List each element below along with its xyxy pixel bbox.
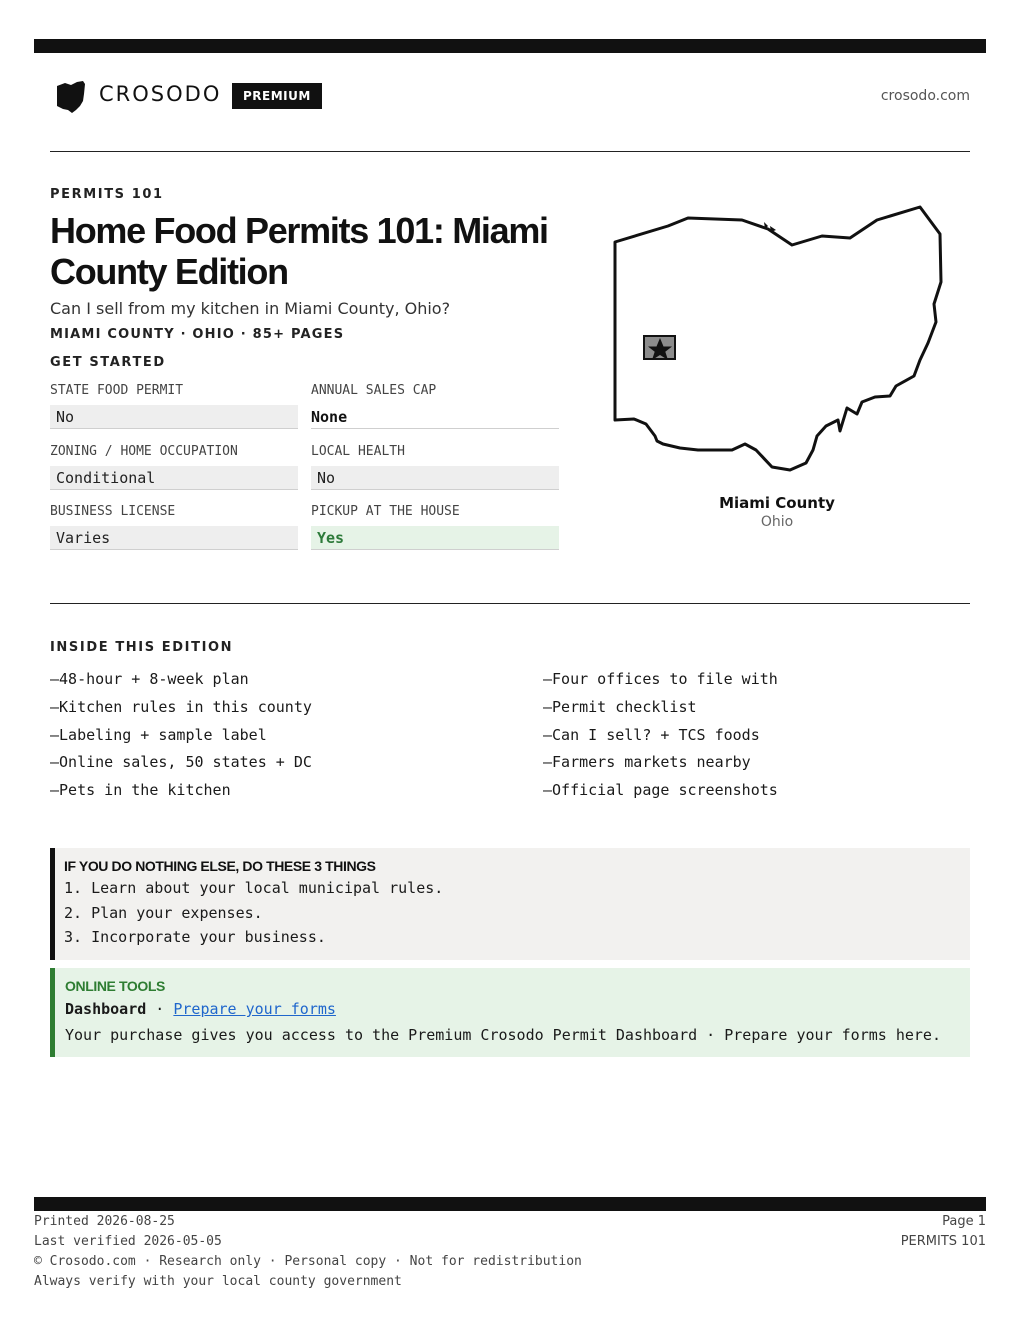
online-tools-callout — [50, 968, 970, 1057]
fact-pickup-at-the-house — [311, 502, 559, 550]
toc-item: —48-hour + 8-week plan — [50, 670, 249, 688]
fact-business-license — [50, 502, 298, 550]
fact-value: No — [311, 466, 559, 490]
map-state-name: Ohio — [760, 514, 794, 530]
fact-label: ANNUAL SALES CAP — [311, 383, 437, 398]
fact-value: Varies — [50, 526, 298, 550]
fact-value: No — [50, 405, 298, 429]
page-title: Home Food Permits 101: Miami County Edition — [50, 210, 548, 292]
toc-item: —Permit checklist — [543, 697, 697, 716]
toc-left-column — [50, 666, 470, 805]
toc-right-column — [543, 666, 963, 805]
get-started-label: GET STARTED — [50, 355, 166, 370]
tools-links-line — [65, 996, 970, 1022]
three-things-callout — [50, 848, 970, 960]
footer-rule-bar — [34, 1197, 986, 1211]
fact-label: LOCAL HEALTH — [311, 444, 405, 459]
fact-zoning-home-occupation — [50, 442, 298, 490]
callout-step: 1. Learn about your local municipal rules. — [64, 879, 444, 897]
fact-label: STATE FOOD PERMIT — [50, 383, 184, 398]
inside-edition-label: INSIDE THIS EDITION — [50, 640, 234, 655]
printed-date: Printed 2026-08-25 — [34, 1214, 175, 1229]
edition-meta: MIAMI COUNTY · OHIO · 85+ PAGES — [50, 327, 345, 342]
prepare-forms-link[interactable]: Prepare your forms — [173, 1000, 336, 1018]
toc-item: —Four offices to file with — [543, 670, 778, 688]
toc-item: —Kitchen rules in this county — [50, 697, 312, 716]
map-county-name: Miami County — [719, 494, 835, 512]
page-header — [50, 78, 970, 118]
fact-value: None — [311, 405, 559, 429]
tools-description: Your purchase gives you access to the Premium Crosodo Permit Dashboard · Prepare your forms here. — [65, 1026, 941, 1044]
toc-item: —Can I sell? + TCS foods — [543, 725, 760, 744]
verified-date: Last verified 2026-05-05 — [34, 1234, 222, 1249]
kicker: PERMITS 101 — [50, 187, 164, 202]
fact-value: Yes — [311, 526, 559, 550]
footer-section-name: PERMITS 101 — [900, 1234, 986, 1249]
copyright-notice: © Crosodo.com · Research only · Personal copy · Not for redistribution — [34, 1254, 582, 1269]
fact-value: Conditional — [50, 466, 298, 490]
toc-item: —Pets in the kitchen — [50, 781, 231, 800]
premium-badge: PREMIUM — [232, 83, 322, 109]
callout-step: 3. Incorporate your business. — [64, 928, 326, 946]
verify-disclaimer: Always verify with your local county government — [34, 1274, 402, 1289]
map-caption — [677, 494, 877, 530]
brand-name: CROSODO — [99, 82, 222, 106]
footer-right — [901, 1212, 986, 1252]
fact-label: PICKUP AT THE HOUSE — [311, 504, 460, 519]
toc-item: —Official page screenshots — [543, 781, 778, 800]
dashboard-label: Dashboard — [65, 1000, 147, 1018]
fact-label: BUSINESS LICENSE — [50, 504, 176, 519]
header-divider — [50, 151, 970, 152]
fact-label: ZONING / HOME OCCUPATION — [50, 444, 238, 459]
tools-heading: ONLINE TOOLS — [65, 978, 165, 994]
ohio-county-map — [610, 200, 950, 475]
toc-item: —Farmers markets nearby — [543, 753, 751, 772]
callout-heading: IF YOU DO NOTHING ELSE, DO THESE 3 THINGS — [64, 858, 376, 874]
toc-item: —Labeling + sample label — [50, 725, 267, 744]
section-divider — [50, 603, 970, 604]
footer-left — [34, 1212, 582, 1292]
separator: · — [146, 1000, 174, 1018]
toc-item: —Online sales, 50 states + DC — [50, 753, 312, 772]
top-rule-bar — [34, 39, 986, 53]
fact-annual-sales-cap — [311, 381, 559, 429]
page-number: Page 1 — [942, 1214, 986, 1229]
page-subtitle: Can I sell from my kitchen in Miami County, Ohio? — [50, 299, 451, 318]
callout-step: 2. Plan your expenses. — [64, 903, 263, 922]
fact-state-food-permit — [50, 381, 298, 429]
site-url[interactable]: crosodo.com — [880, 88, 970, 104]
ohio-state-silhouette-icon — [56, 80, 86, 114]
fact-local-health — [311, 442, 559, 490]
